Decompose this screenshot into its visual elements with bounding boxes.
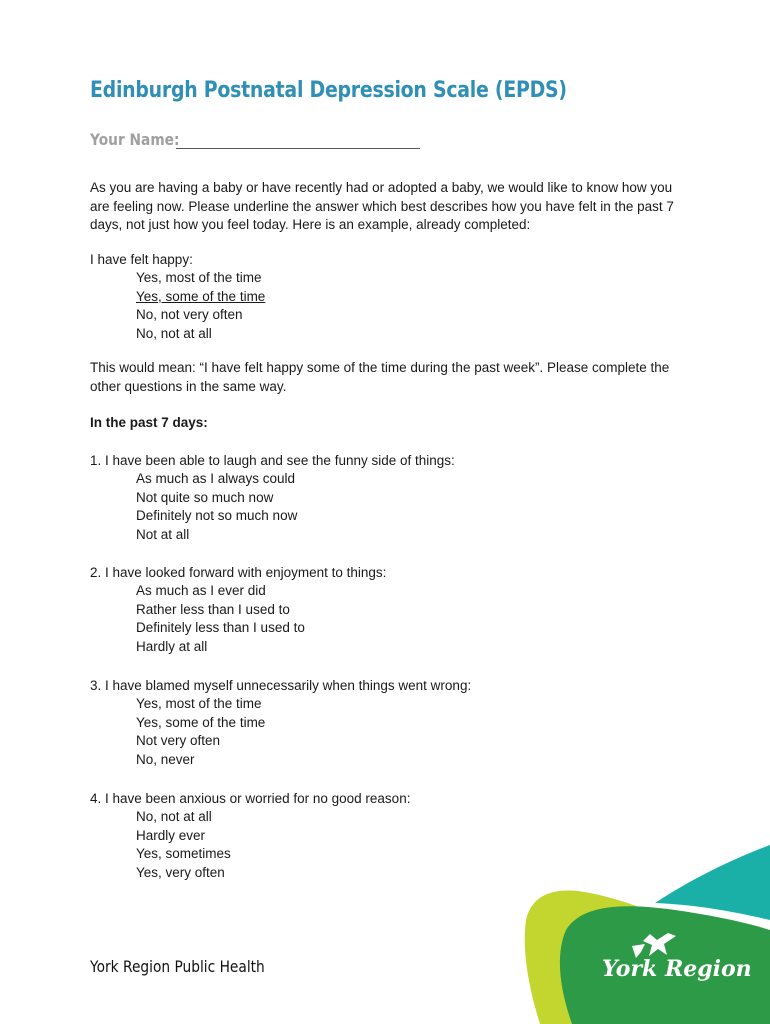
question-1: 1. I have been able to laugh and see the funny side of things: [90, 453, 455, 468]
question-2: 2. I have looked forward with enjoyment to things: [90, 565, 387, 580]
example-option: No, not at all [136, 325, 212, 341]
section-heading: In the past 7 days: [90, 415, 208, 430]
answer-option[interactable]: No, never [136, 751, 195, 767]
example-meaning: This would mean: “I have felt happy some of the time during the past week”. Please complete the other questions in the same way. [90, 360, 670, 394]
answer-option[interactable]: Not quite so much now [136, 489, 274, 505]
answer-option[interactable]: Rather less than I used to [136, 601, 290, 617]
answer-option[interactable]: Yes, some of the time [136, 714, 266, 730]
answer-option[interactable]: Definitely not so much now [136, 508, 298, 523]
answer-option[interactable]: Not at all [136, 526, 190, 542]
example-question: I have felt happy: [90, 252, 193, 267]
answer-option[interactable]: Yes, most of the time [136, 696, 262, 711]
answer-option[interactable]: Yes, sometimes [136, 846, 231, 861]
logo-teal-wedge [655, 845, 770, 920]
answer-option[interactable]: Yes, very often [136, 864, 225, 880]
example-option-underlined: Yes, some of the time [136, 288, 266, 304]
footer-organization: York Region Public Health [90, 957, 265, 976]
answer-option[interactable]: No, not at all [136, 809, 212, 824]
answer-option[interactable]: Definitely less than I used to [136, 620, 305, 635]
intro-paragraph: As you are having a baby or have recently had or adopted a baby, we would like to know how you are feeling now. Please underline the answer which best describes how you have felt in the past 7 days, not just how you feel today. Here is an example, already completed: [90, 180, 674, 232]
example-option: No, not very often [136, 307, 243, 322]
answer-option[interactable]: Hardly ever [136, 827, 206, 843]
question-4: 4. I have been anxious or worried for no good reason: [90, 791, 411, 806]
name-label: Your Name: [90, 130, 180, 149]
example-option: Yes, most of the time [136, 270, 262, 285]
answer-option[interactable]: As much as I always could [136, 471, 296, 486]
question-3: 3. I have blamed myself unnecessarily when things went wrong: [90, 678, 472, 693]
answer-option[interactable]: Not very often [136, 733, 221, 748]
answer-option[interactable]: As much as I ever did [136, 583, 266, 598]
page-title: Edinburgh Postnatal Depression Scale (EPDS) [90, 78, 567, 103]
answer-option[interactable]: Hardly at all [136, 638, 208, 654]
logo-wordmark: York Region [602, 956, 752, 982]
